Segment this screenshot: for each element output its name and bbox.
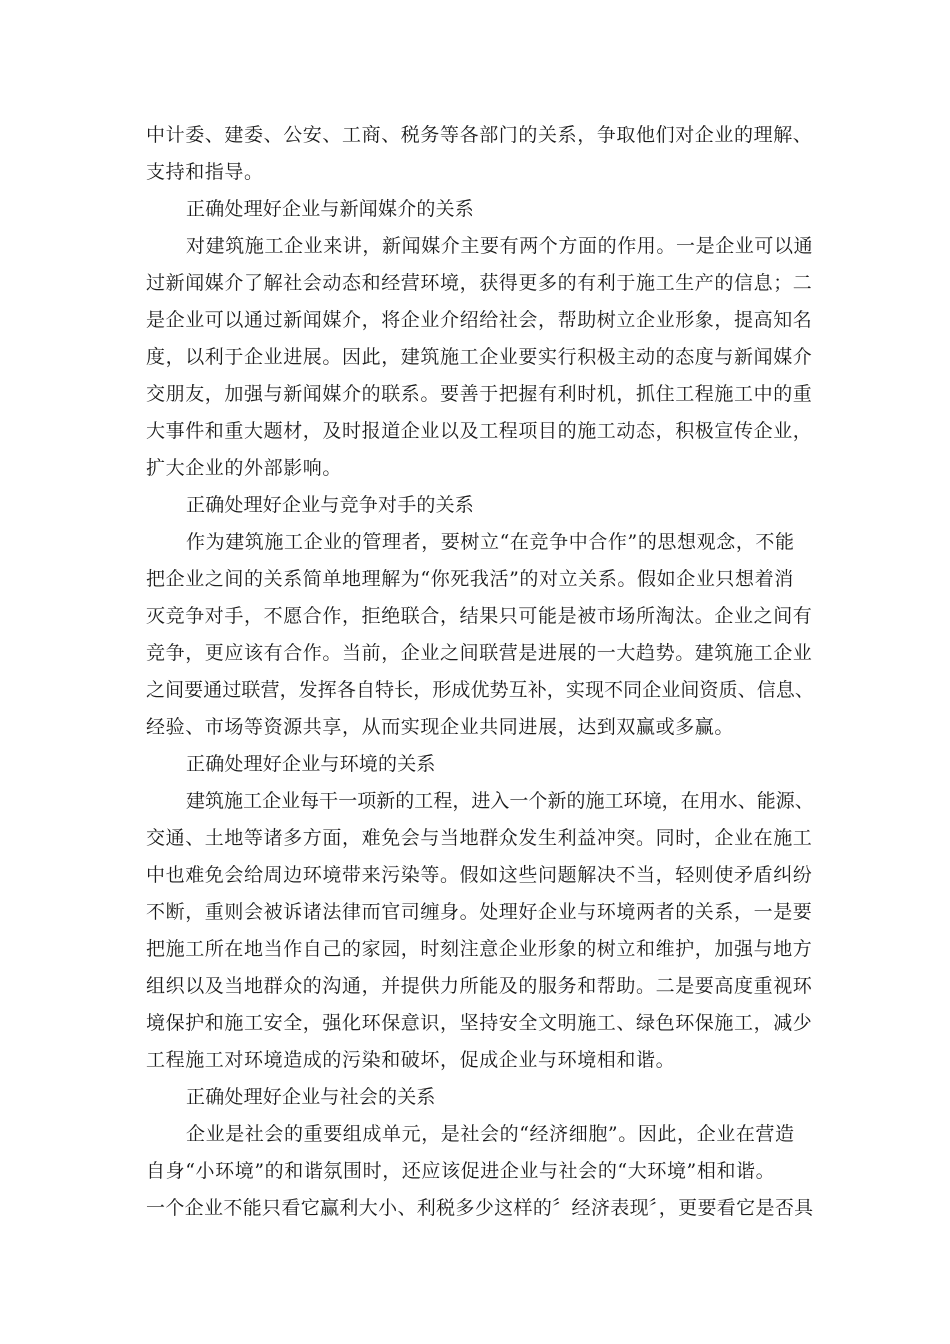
paragraph-line: 组织以及当地群众的沟通，并提供力所能及的服务和帮助。二是要高度重视环 [146, 975, 813, 997]
paragraph-line: 作为建筑施工企业的管理者，要树立“在竞争中合作”的思想观念，不能 [186, 531, 795, 553]
paragraph-line: 工程施工对环境造成的污染和破坏，促成企业与环境相和谐。 [146, 1049, 676, 1071]
paragraph-line: 把企业之间的关系简单地理解为“你死我活”的对立关系。假如企业只想着消 [146, 568, 794, 590]
paragraph-line: 中也难免会给周边环境带来污染等。假如这些问题解决不当，轻则使矛盾纠纷 [146, 864, 813, 886]
paragraph-line: 度，以利于企业进展。因此，建筑施工企业要实行积极主动的态度与新闻媒介 [146, 346, 813, 368]
paragraph-line: 把施工所在地当作自己的家园，时刻注意企业形象的树立和维护，加强与地方 [146, 938, 813, 960]
paragraph-line: 经验、市场等资源共享，从而实现企业共同进展，达到双赢或多赢。 [146, 716, 735, 738]
paragraph-line: 一个企业不能只看它赢利大小、利税多少这样的〞经济表现〞，更要看它是否具 [146, 1197, 814, 1219]
paragraph-line: 竞争，更应该有合作。当前，企业之间联营是进展的一大趋势。建筑施工企业 [146, 642, 813, 664]
section-heading: 正确处理好企业与新闻媒介的关系 [186, 198, 475, 220]
paragraph-line: 不断，重则会被诉诸法律而官司缠身。处理好企业与环境两者的关系，一是要 [146, 901, 813, 923]
paragraph-line: 过新闻媒介了解社会动态和经营环境，获得更多的有利于施工生产的信息；二 [146, 272, 813, 294]
paragraph-line: 交朋友，加强与新闻媒介的联系。要善于把握有利时机，抓住工程施工中的重 [146, 383, 813, 405]
paragraph-line: 建筑施工企业每干一项新的工程，进入一个新的施工环境，在用水、能源、 [186, 790, 814, 812]
paragraph-line: 扩大企业的外部影响。 [146, 457, 343, 479]
paragraph-line: 灭竞争对手，不愿合作，拒绝联合，结果只可能是被市场所淘汰。企业之间有 [146, 605, 813, 627]
paragraph-line: 企业是社会的重要组成单元，是社会的“经济细胞”。因此，企业在营造 [186, 1123, 795, 1145]
paragraph-line: 交通、土地等诸多方面，难免会与当地群众发生利益冲突。同时，企业在施工 [146, 827, 813, 849]
paragraph-line: 是企业可以通过新闻媒介，将企业介绍给社会，帮助树立企业形象，提高知名 [146, 309, 813, 331]
paragraph-line: 境保护和施工安全，强化环保意识，坚持安全文明施工、绿色环保施工，减少 [146, 1012, 813, 1034]
section-heading: 正确处理好企业与竞争对手的关系 [186, 494, 475, 516]
paragraph-line: 中计委、建委、公安、工商、税务等各部门的关系，争取他们对企业的理解、 [146, 124, 813, 146]
paragraph-line: 大事件和重大题材，及时报道企业以及工程项目的施工动态，积极宣传企业， [146, 420, 813, 442]
paragraph-line: 自身“小环境”的和谐氛围时，还应该促进企业与社会的“大环境”相和谐。 [146, 1160, 776, 1182]
section-heading: 正确处理好企业与社会的关系 [186, 1086, 436, 1108]
paragraph-line: 对建筑施工企业来讲，新闻媒介主要有两个方面的作用。一是企业可以通 [186, 235, 814, 257]
paragraph-line: 支持和指导。 [146, 161, 264, 183]
paragraph-line: 之间要通过联营，发挥各自特长，形成优势互补，实现不同企业间资质、信息、 [146, 679, 815, 701]
section-heading: 正确处理好企业与环境的关系 [186, 753, 436, 775]
